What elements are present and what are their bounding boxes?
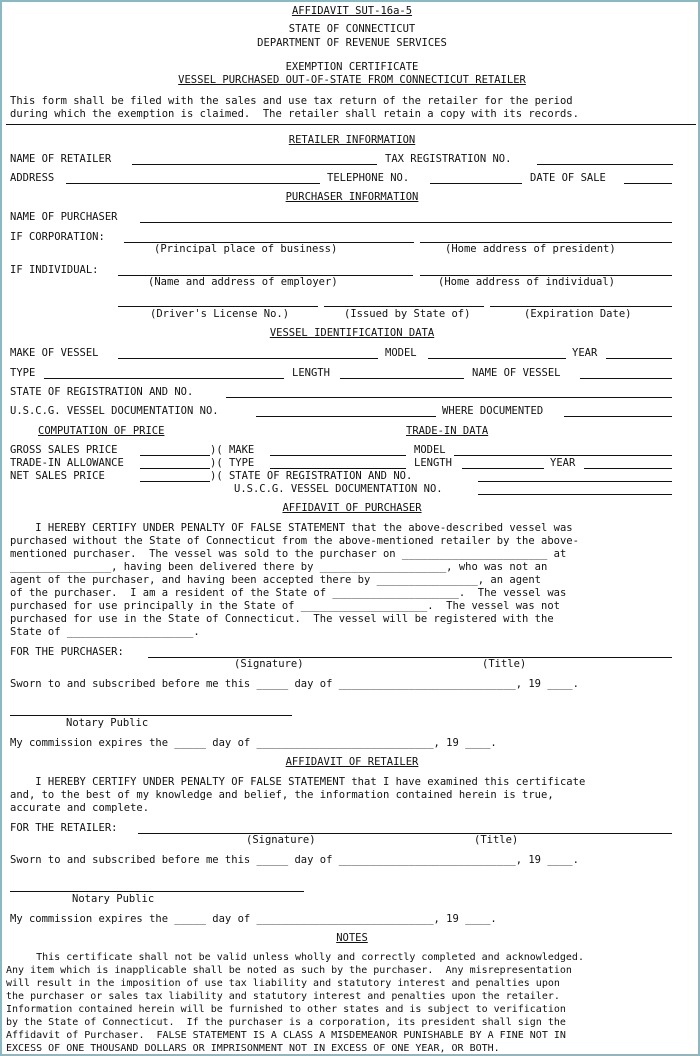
employer-address-caption: (Name and address of employer) [148,276,338,288]
notes-heading: NOTES [336,932,368,944]
computation-heading: COMPUTATION OF PRICE [38,425,165,437]
tradein-length-field[interactable] [462,468,544,469]
individual-address-caption: (Home address of individual) [438,276,616,288]
tradein-make-label: )( MAKE [210,444,255,456]
expiration-date-caption: (Expiration Date) [524,308,632,320]
uscg-doc-label: U.S.C.G. VESSEL DOCUMENTATION NO. [10,405,219,417]
intro-line-1: This form shall be filed with the sales and use tax return of the retailer for the period [10,95,573,107]
retailer-commission-line: My commission expires the _____ day of ____________________________, 19 ____. [10,913,497,925]
purchaser-signature-field[interactable] [148,657,672,658]
purchaser-commission-line: My commission expires the _____ day of ____________________________, 19 ____. [10,737,497,749]
retailer-address-label: ADDRESS [10,172,55,184]
purchaser-name-label: NAME OF PURCHASER [10,211,118,223]
tradein-heading: TRADE-IN DATA [406,425,489,437]
tradein-type-label: )( TYPE [210,457,255,469]
notes-line-5: Information contained herein will be furnished to other states and is subject to verification [6,1004,566,1015]
type-label: TYPE [10,367,36,379]
date-of-sale-label: DATE OF SALE [530,172,606,184]
if-individual-label: IF INDIVIDUAL: [10,264,99,276]
expiration-date-field[interactable] [490,306,672,307]
retailer-affidavit-line-2: and, to the best of my knowledge and belief, the information contained herein is true, [10,789,554,801]
for-purchaser-label: FOR THE PURCHASER: [10,646,124,658]
purchaser-heading: PURCHASER INFORMATION [285,191,419,203]
affidavit-purchaser-heading: AFFIDAVIT OF PURCHASER [282,502,422,514]
make-of-vessel-field[interactable] [118,358,378,359]
retailer-notary-signature[interactable] [10,891,304,892]
tradein-year-field[interactable] [584,468,672,469]
purchaser-affidavit-line-1: I HEREBY CERTIFY UNDER PENALTY OF FALSE STATEMENT that the above-described vessel was [10,522,573,534]
purchaser-name-field[interactable] [140,222,672,223]
issued-by-state-field[interactable] [324,306,484,307]
affidavit-retailer-heading: AFFIDAVIT OF RETAILER [285,756,419,768]
type-field[interactable] [44,378,284,379]
tradein-uscg-label: U.S.C.G. VESSEL DOCUMENTATION NO. [234,483,443,495]
retailer-heading: RETAILER INFORMATION [288,134,416,146]
tradein-allowance-label: TRADE-IN ALLOWANCE [10,457,124,469]
vessel-name-label: NAME OF VESSEL [472,367,561,379]
retailer-signature-caption: (Signature) [246,834,316,846]
retailer-affidavit-line-3: accurate and complete. [10,802,150,814]
form-title: EXEMPTION CERTIFICATE [285,61,419,73]
purchaser-affidavit-line-4: ________________, having been delivered there by ____________________, who was not an [10,561,548,573]
purchaser-affidavit-line-6: of the purchaser. I am a resident of the State of ____________________. The vessel was [10,587,567,599]
notes-line-8: EXCESS OF ONE THOUSAND DOLLARS OR IMPRISONMENT NOT IN EXCESS OF ONE YEAR, OR BOTH. [6,1043,500,1054]
for-retailer-label: FOR THE RETAILER: [10,822,118,834]
intro-line-2: during which the exemption is claimed. The retailer shall retain a copy with its records. [10,108,579,120]
principal-place-caption: (Principal place of business) [154,243,338,255]
retailer-name-label: NAME OF RETAILER [10,153,112,165]
year-label: YEAR [572,347,598,359]
length-label: LENGTH [292,367,330,379]
purchaser-affidavit-line-5: agent of the purchaser, and having been accepted there by ________________, an agent [10,574,542,586]
where-documented-field[interactable] [564,416,672,417]
net-sales-field[interactable] [140,481,210,482]
department-name: DEPARTMENT OF REVENUE SERVICES [257,37,447,49]
purchaser-signature-caption: (Signature) [234,658,304,670]
gross-sales-field[interactable] [140,455,210,456]
drivers-license-field[interactable] [118,306,318,307]
form-id: AFFIDAVIT SUT-16a-5 [291,5,413,17]
notes-line-3: will result in the imposition of use tax liability and statutory interest and penalties upon [6,978,560,989]
state-registration-field[interactable] [226,397,672,398]
net-sales-label: NET SALES PRICE [10,470,105,482]
vessel-heading: VESSEL IDENTIFICATION DATA [269,327,435,339]
model-label: MODEL [385,347,417,359]
notes-line-2: Any item which is inapplicable shall be noted as such by the purchaser. Any misrepresentation [6,965,572,976]
tax-registration-label: TAX REGISTRATION NO. [385,153,512,165]
state-name: STATE OF CONNECTICUT [288,23,416,35]
purchaser-affidavit-line-7: purchased for use principally in the State of ____________________. The vessel was not [10,600,560,612]
retailer-address-field[interactable] [66,183,320,184]
state-registration-label: STATE OF REGISTRATION AND NO. [10,386,194,398]
make-of-vessel-label: MAKE OF VESSEL [10,347,99,359]
tax-registration-field[interactable] [537,164,673,165]
retailer-signature-field[interactable] [138,833,672,834]
notes-line-4: the purchaser or sales tax liability and statutory interest and penalties upon the retailer. [6,991,560,1002]
telephone-label: TELEPHONE NO. [327,172,410,184]
uscg-doc-field[interactable] [256,416,436,417]
purchaser-affidavit-line-9: State of ____________________. [10,626,200,638]
purchaser-title-caption: (Title) [482,658,527,670]
length-field[interactable] [340,378,464,379]
notes-line-6: by the State of Connecticut. If the purchaser is a corporation, its president shall sign the [6,1017,566,1028]
tradein-type-field[interactable] [270,468,406,469]
tradein-state-reg-field[interactable] [478,481,672,482]
year-field[interactable] [606,358,672,359]
vessel-name-field[interactable] [580,378,672,379]
tradein-model-label: MODEL [414,444,446,456]
retailer-sworn-line: Sworn to and subscribed before me this _____ day of ____________________________, 19 ____. [10,854,579,866]
telephone-field[interactable] [430,183,522,184]
date-of-sale-field[interactable] [624,183,672,184]
retailer-affidavit-line-1: I HEREBY CERTIFY UNDER PENALTY OF FALSE STATEMENT that I have examined this certificate [10,776,586,788]
if-corporation-label: IF CORPORATION: [10,231,105,243]
gross-sales-label: GROSS SALES PRICE [10,444,118,456]
purchaser-affidavit-line-2: purchased without the State of Connecticut from the above-mentioned retailer by the above- [10,535,579,547]
notes-line-1: This certificate shall not be valid unless wholly and correctly completed and acknowledged. [6,952,584,963]
issued-by-caption: (Issued by State of) [344,308,471,320]
president-address-caption: (Home address of president) [445,243,616,255]
retailer-notary-label: Notary Public [72,893,155,905]
form-subtitle: VESSEL PURCHASED OUT-OF-STATE FROM CONNECTICUT RETAILER [178,74,526,86]
drivers-license-caption: (Driver's License No.) [150,308,290,320]
purchaser-sworn-line: Sworn to and subscribed before me this _____ day of ____________________________, 19 ____. [10,678,579,690]
where-documented-label: WHERE DOCUMENTED [442,405,544,417]
tradein-make-field[interactable] [270,455,406,456]
tradein-length-label: LENGTH [414,457,452,469]
purchaser-notary-signature[interactable] [10,715,292,716]
tradein-allowance-field[interactable] [140,468,210,469]
retailer-name-field[interactable] [132,164,377,165]
purchaser-affidavit-line-8: purchased for use in the State of Connecticut. The vessel will be registered with the [10,613,554,625]
tradein-state-reg-label: )( STATE OF REGISTRATION AND NO. [210,470,413,482]
purchaser-affidavit-line-3: mentioned purchaser. The vessel was sold to the purchaser on _______________________ at [10,548,567,560]
tradein-model-field[interactable] [454,455,672,456]
model-field[interactable] [428,358,566,359]
purchaser-notary-label: Notary Public [66,717,149,729]
tradein-year-label: YEAR [550,457,576,469]
notes-line-7: Affidavit of Purchaser. FALSE STATEMENT IS A CLASS A MISDEMEANOR PUNISHABLE BY A FINE NOT IN [6,1030,566,1041]
header-divider [6,124,696,125]
tradein-uscg-field[interactable] [478,494,672,495]
retailer-title-caption: (Title) [474,834,519,846]
